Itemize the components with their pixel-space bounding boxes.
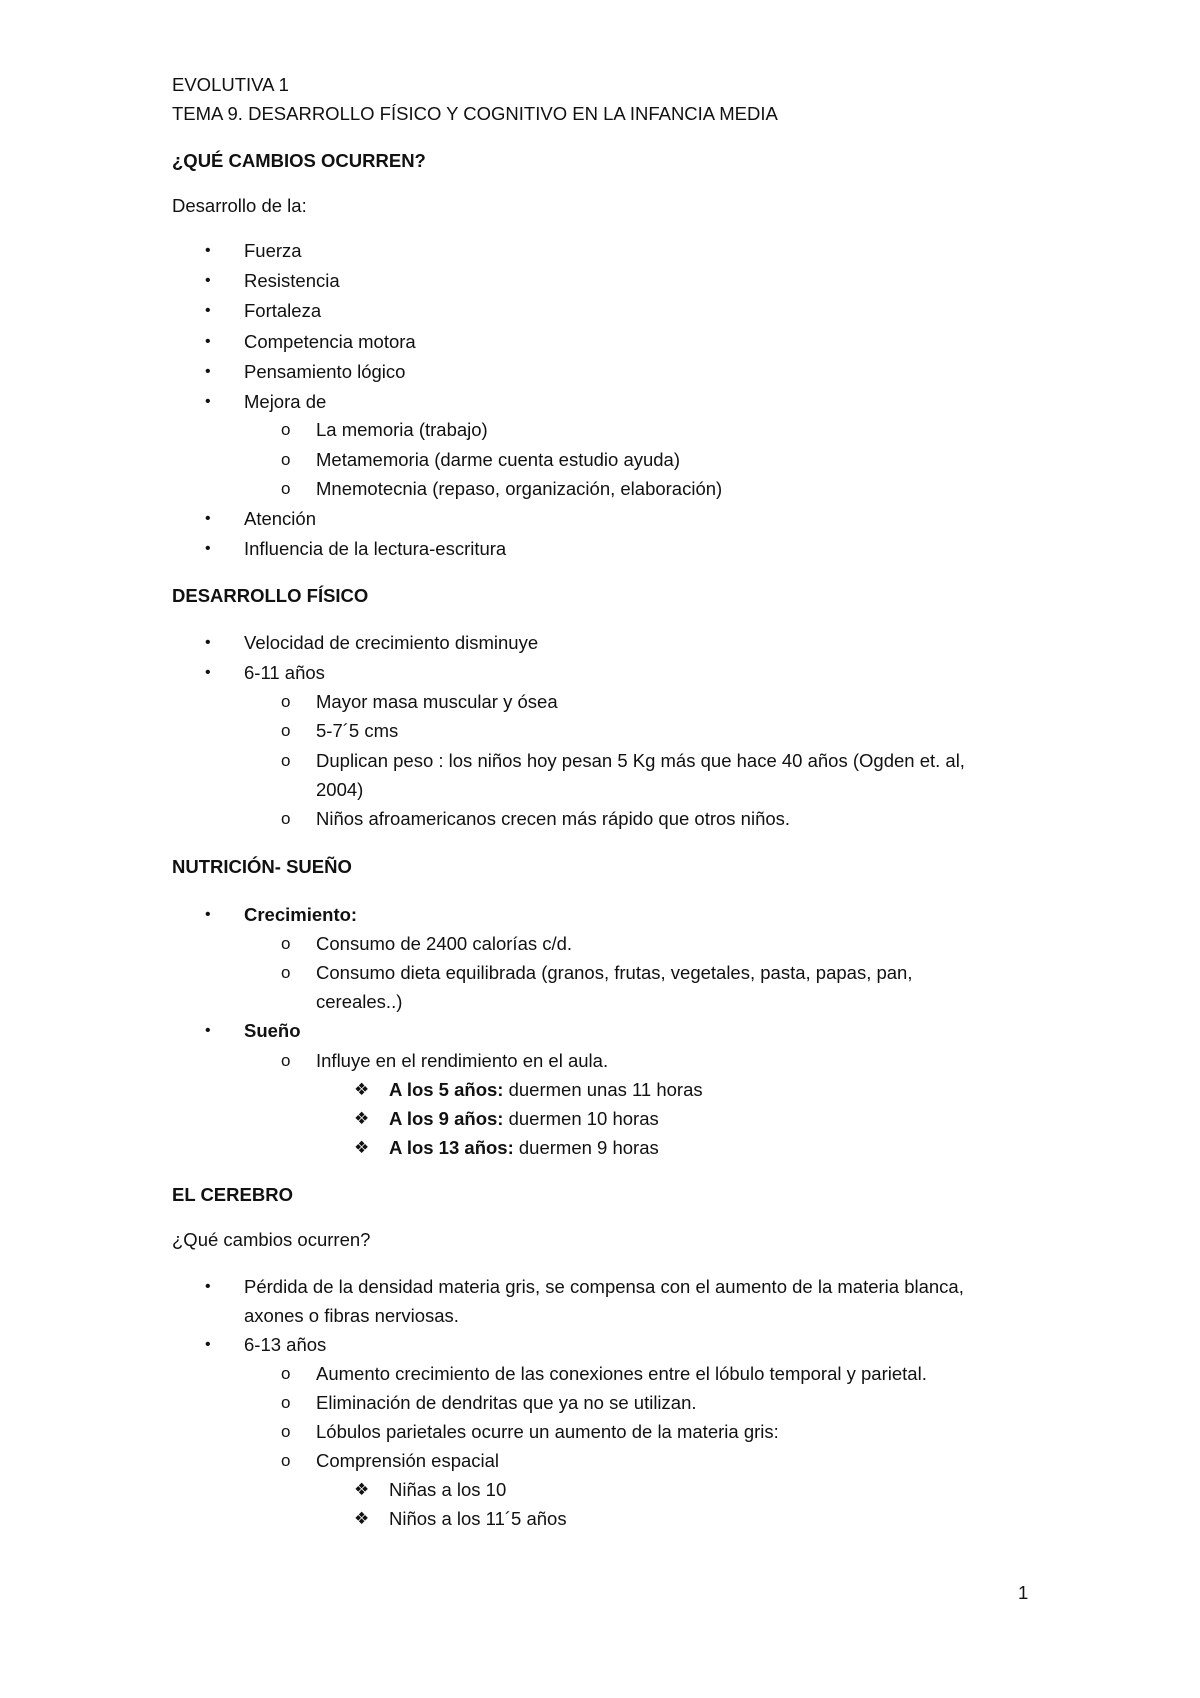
bullet-icon: •: [205, 1278, 211, 1295]
bullet-icon: •: [205, 906, 211, 923]
sub-list-item: Eliminación de dendritas que ya no se utilizan.: [316, 1392, 697, 1413]
sleep-age-label: A los 9 años:: [389, 1108, 504, 1129]
sub-bullet-icon: o: [281, 963, 291, 982]
sub-list-item: Mnemotecnia (repaso, organización, elaboración): [316, 478, 723, 499]
sub-bullet-icon: o: [281, 1422, 291, 1441]
bullet-icon: •: [205, 363, 211, 380]
sub-list-item: Mayor masa muscular y ósea: [316, 691, 558, 712]
sub-bullet-icon: o: [281, 450, 291, 469]
bullet-icon: •: [205, 302, 211, 319]
list-item: Fuerza: [244, 240, 302, 261]
list-item: Fortaleza: [244, 300, 322, 321]
sub-bullet-icon: o: [281, 721, 291, 740]
bullet-icon: •: [205, 1336, 211, 1353]
sub-list-item: Metamemoria (darme cuenta estudio ayuda): [316, 449, 681, 470]
diamond-bullet-icon: ❖: [354, 1509, 370, 1528]
list-item: Atención: [244, 508, 316, 529]
section-heading-cambios: ¿QUÉ CAMBIOS OCURREN?: [172, 150, 426, 171]
sleep-age-label: A los 13 años:: [389, 1137, 514, 1158]
sub-list-item-continuation: cereales..): [316, 991, 403, 1012]
sub-list-item: Consumo de 2400 calorías c/d.: [316, 933, 573, 954]
sleep-hours-text: duermen unas 11 horas: [503, 1079, 703, 1100]
course-title: EVOLUTIVA 1: [172, 74, 289, 95]
bullet-icon: •: [205, 540, 211, 557]
sub-bullet-icon: o: [281, 1051, 291, 1070]
sleep-item: [389, 1108, 659, 1130]
list-item: 6-13 años: [244, 1334, 327, 1355]
section-heading-desarrollo-fisico: DESARROLLO FÍSICO: [172, 585, 369, 606]
question-text: ¿Qué cambios ocurren?: [172, 1229, 371, 1250]
list-item: Resistencia: [244, 270, 340, 291]
sleep-hours-text: duermen 9 horas: [513, 1137, 659, 1158]
spatial-item: Niñas a los 10: [389, 1479, 507, 1500]
sub-bullet-icon: o: [281, 420, 291, 439]
list-item: Velocidad de crecimiento disminuye: [244, 632, 539, 653]
sub-bullet-icon: o: [281, 934, 291, 953]
bullet-icon: •: [205, 510, 211, 527]
section-heading-nutricion: NUTRICIÓN- SUEÑO: [172, 856, 352, 877]
sub-list-item: Aumento crecimiento de las conexiones entre el lóbulo temporal y parietal.: [316, 1363, 927, 1384]
sub-list-item: Influye en el rendimiento en el aula.: [316, 1050, 609, 1071]
sub-list-item: Lóbulos parietales ocurre un aumento de la materia gris:: [316, 1421, 779, 1442]
list-item: 6-11 años: [244, 662, 325, 683]
diamond-bullet-icon: ❖: [354, 1480, 370, 1499]
list-item-crecimiento: Crecimiento:: [244, 904, 358, 925]
sleep-item: [389, 1137, 659, 1159]
sub-list-item: 5-7´5 cms: [316, 720, 399, 741]
spatial-item: Niños a los 11´5 años: [389, 1508, 567, 1529]
sub-list-item: Duplican peso : los niños hoy pesan 5 Kg más que hace 40 años (Ogden et. al,: [316, 750, 965, 771]
list-item: Influencia de la lectura-escritura: [244, 538, 507, 559]
list-item-sueno: Sueño: [244, 1020, 301, 1041]
topic-title: TEMA 9. DESARROLLO FÍSICO Y COGNITIVO EN LA INFANCIA MEDIA: [172, 103, 778, 124]
list-item-continuation: axones o fibras nerviosas.: [244, 1305, 459, 1326]
list-item: Pensamiento lógico: [244, 361, 406, 382]
sub-bullet-icon: o: [281, 479, 291, 498]
sleep-item: [389, 1079, 703, 1101]
sub-list-item-continuation: 2004): [316, 779, 364, 800]
list-item: Mejora de: [244, 391, 327, 412]
bullet-icon: •: [205, 664, 211, 681]
sleep-hours-text: duermen 10 horas: [503, 1108, 659, 1129]
intro-text: Desarrollo de la:: [172, 195, 307, 216]
sub-list-item: Niños afroamericanos crecen más rápido que otros niños.: [316, 808, 791, 829]
bullet-icon: •: [205, 634, 211, 651]
list-item: Competencia motora: [244, 331, 416, 352]
bullet-icon: •: [205, 333, 211, 350]
bullet-icon: •: [205, 1022, 211, 1039]
diamond-bullet-icon: ❖: [354, 1080, 370, 1099]
diamond-bullet-icon: ❖: [354, 1138, 370, 1157]
sub-bullet-icon: o: [281, 809, 291, 828]
bullet-icon: •: [205, 272, 211, 289]
sub-bullet-icon: o: [281, 751, 291, 770]
sub-bullet-icon: o: [281, 1364, 291, 1383]
sub-list-item: Consumo dieta equilibrada (granos, frutas, vegetales, pasta, papas, pan,: [316, 962, 913, 983]
sub-list-item: La memoria (trabajo): [316, 419, 488, 440]
bullet-icon: •: [205, 242, 211, 259]
sub-bullet-icon: o: [281, 1393, 291, 1412]
sub-bullet-icon: o: [281, 1451, 291, 1470]
sleep-age-label: A los 5 años:: [389, 1079, 504, 1100]
list-item: Pérdida de la densidad materia gris, se compensa con el aumento de la materia blanca,: [244, 1276, 964, 1297]
bullet-icon: •: [205, 393, 211, 410]
sub-bullet-icon: o: [281, 692, 291, 711]
section-heading-cerebro: EL CEREBRO: [172, 1184, 293, 1205]
sub-list-item: Comprensión espacial: [316, 1450, 500, 1471]
diamond-bullet-icon: ❖: [354, 1109, 370, 1128]
page-number: 1: [1018, 1582, 1029, 1603]
